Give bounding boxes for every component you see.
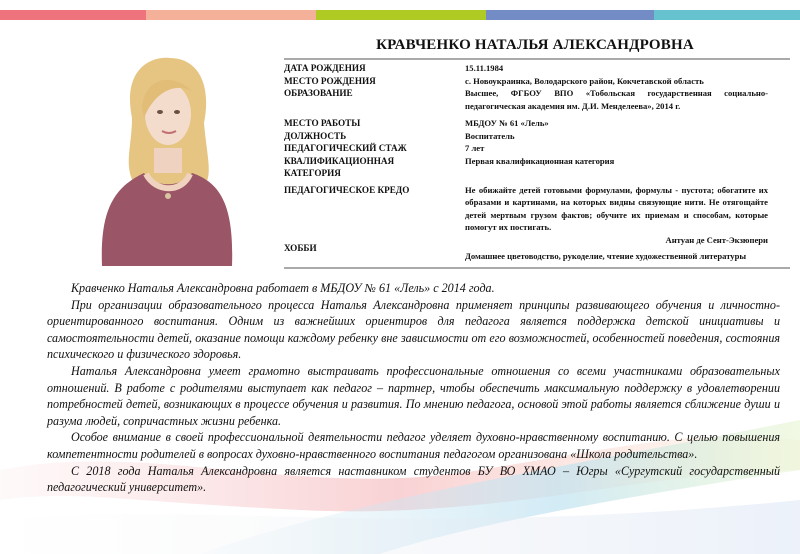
label: ОБРАЗОВАНИЕ: [284, 88, 353, 98]
row-hobby: [284, 242, 790, 263]
label: ПЕДАГОГИЧЕСКОЕ КРЕДО: [284, 184, 410, 195]
value: 15.11.1984: [465, 63, 504, 73]
value: МБДОУ № 61 «Лель»: [465, 118, 549, 128]
label: ХОББИ: [284, 243, 317, 253]
value: 7 лет: [465, 143, 485, 153]
biography-text: [47, 280, 780, 496]
paragraph: При организации образовательного процесса Наталья Александровна применяет принципы развивающего обучения и личностно-ориентированного воспитания. Одним из важнейших ориентиров для педагога является поддержка детской инициативы и самостоятельности детей, оказание помощи каждому ребенку вне зависимости от его возможностей, особенностей поведения, состояния психического и физического здоровья.: [47, 297, 780, 362]
row-education: [284, 87, 790, 112]
row-credo: [284, 184, 790, 247]
color-stripe: [0, 10, 800, 20]
value: Высшее, ФГБОУ ВПО «Тобольская государственная социально-педагогическая академия им. Д.И. Менделеева», 2014 г.: [465, 88, 768, 111]
stripe-red: [0, 10, 146, 20]
paragraph: Кравченко Наталья Александровна работает в МБДОУ № 61 «Лель» с 2014 года.: [71, 281, 495, 295]
profile-table: [284, 58, 790, 269]
row-position: [284, 130, 790, 143]
stripe-peach: [146, 10, 316, 20]
portrait-photo: [82, 48, 250, 266]
label: ДОЛЖНОСТЬ: [284, 130, 347, 141]
paragraph: Особое внимание в своей профессиональной деятельности педагог уделяет духовно-нравственному воспитанию. С целью повышения компетентности родителей в вопросах духовно-нравственного воспитания педагогом организована «Школа родительства».: [47, 430, 780, 461]
value: Первая квалификационная категория: [465, 155, 615, 166]
label: КВАЛИФИКАЦИОННАЯ КАТЕГОРИЯ: [284, 155, 395, 178]
row-category: [284, 155, 790, 180]
stripe-cyan: [654, 10, 800, 20]
value: Домашнее цветоводство, рукоделие, чтение художественной литературы: [465, 251, 747, 261]
label: ДАТА РОЖДЕНИЯ: [284, 63, 366, 73]
quote-author: Антуан де Сент-Экзюпери: [665, 234, 768, 245]
paragraph: Наталья Александровна умеет грамотно выстраивать профессиональные отношения со всеми участниками образовательных отношений. В работе с родителями выступает как педагог – партнер, чтобы обеспечить максимальную поддержку в удовлетворении потребностей детей, возникающих в процессе обучения и развития. По мнению педагога, основой этой работы является сближение души и разума людей, сопричастных жизни ребенка.: [47, 363, 780, 428]
row-birth-date: [284, 62, 790, 75]
stripe-green: [316, 10, 486, 20]
row-birth-place: [284, 75, 790, 88]
stripe-blue: [486, 10, 654, 20]
value: с. Новоукраинка, Володарского район, Кокчетавской область: [465, 75, 704, 86]
value: Воспитатель: [465, 130, 515, 141]
paragraph: С 2018 года Наталья Александровна является наставником студентов БУ ВО ХМАО – Югры «Сургутский государственный педагогический университет».: [47, 463, 780, 495]
label: МЕСТО РОЖДЕНИЯ: [284, 75, 376, 86]
value: Не обижайте детей готовыми формулами, формулы - пустота; обогатите их образами и картинами, на которых видны связующие нити. Не отягощайте детей мертвым грузом фактов; обучите их приемам и способам, которые помогут их постигать.: [465, 184, 768, 232]
label: ПЕДАГОГИЧЕСКИЙ СТАЖ: [284, 143, 407, 153]
row-workplace: [284, 117, 790, 130]
person-name: КРАВЧЕНКО НАТАЛЬЯ АЛЕКСАНДРОВНА: [376, 37, 694, 53]
label: МЕСТО РАБОТЫ: [284, 118, 361, 128]
row-experience: [284, 142, 790, 155]
